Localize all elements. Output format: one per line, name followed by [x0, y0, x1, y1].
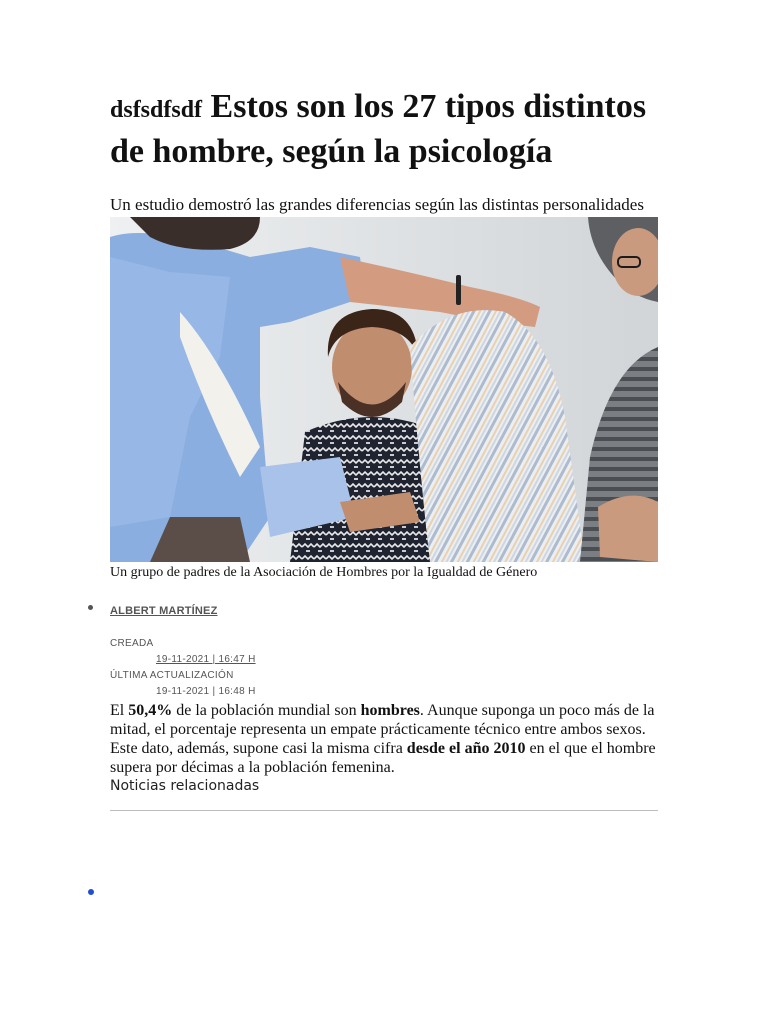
- list-bullet-blue: [88, 889, 94, 895]
- created-label: CREADA: [110, 638, 154, 649]
- created-date[interactable]: 19-11-2021 | 16:47 H: [156, 654, 256, 665]
- updated-label: ÚLTIMA ACTUALIZACIÓN: [110, 670, 234, 681]
- body-bold-year: desde el año 2010: [406, 740, 526, 757]
- body-text-2: de la población mundial son: [172, 702, 361, 719]
- related-news-heading: Noticias relacionadas: [110, 778, 260, 794]
- list-bullet: [88, 605, 93, 610]
- body-text-1: El: [110, 702, 129, 719]
- author-link[interactable]: ALBERT MARTÍNEZ: [110, 605, 218, 617]
- article-subtitle: Un estudio demostró las grandes diferencias según las distintas personalidades: [110, 195, 644, 214]
- body-bold-percentage: 50,4%: [128, 702, 173, 719]
- headline-prefix: dsfsdfsdf: [110, 97, 203, 123]
- article: [110, 86, 658, 811]
- photo-caption: Un grupo de padres de la Asociación de Hombres por la Igualdad de Género: [110, 565, 538, 580]
- headline-text: Estos son los 27 tipos distintos de hombre, según la psicología: [110, 88, 647, 170]
- body-text-4: en el que el hombre supera por décimas a la población femenina.: [110, 740, 656, 776]
- body-text-3: . Aunque suponga un poco más de la mitad, el porcentaje representa un empate prácticamente técnico entre ambos sexos. Este dato, además, supone casi la misma cifra: [110, 702, 655, 757]
- article-body: [110, 701, 658, 777]
- divider: [110, 810, 658, 811]
- article-headline: [110, 86, 658, 173]
- updated-date: 19-11-2021 | 16:48 H: [156, 686, 256, 697]
- article-photo: [110, 217, 658, 562]
- article-meta: [110, 636, 658, 700]
- body-bold-men: hombres: [360, 702, 420, 719]
- byline: [110, 601, 658, 617]
